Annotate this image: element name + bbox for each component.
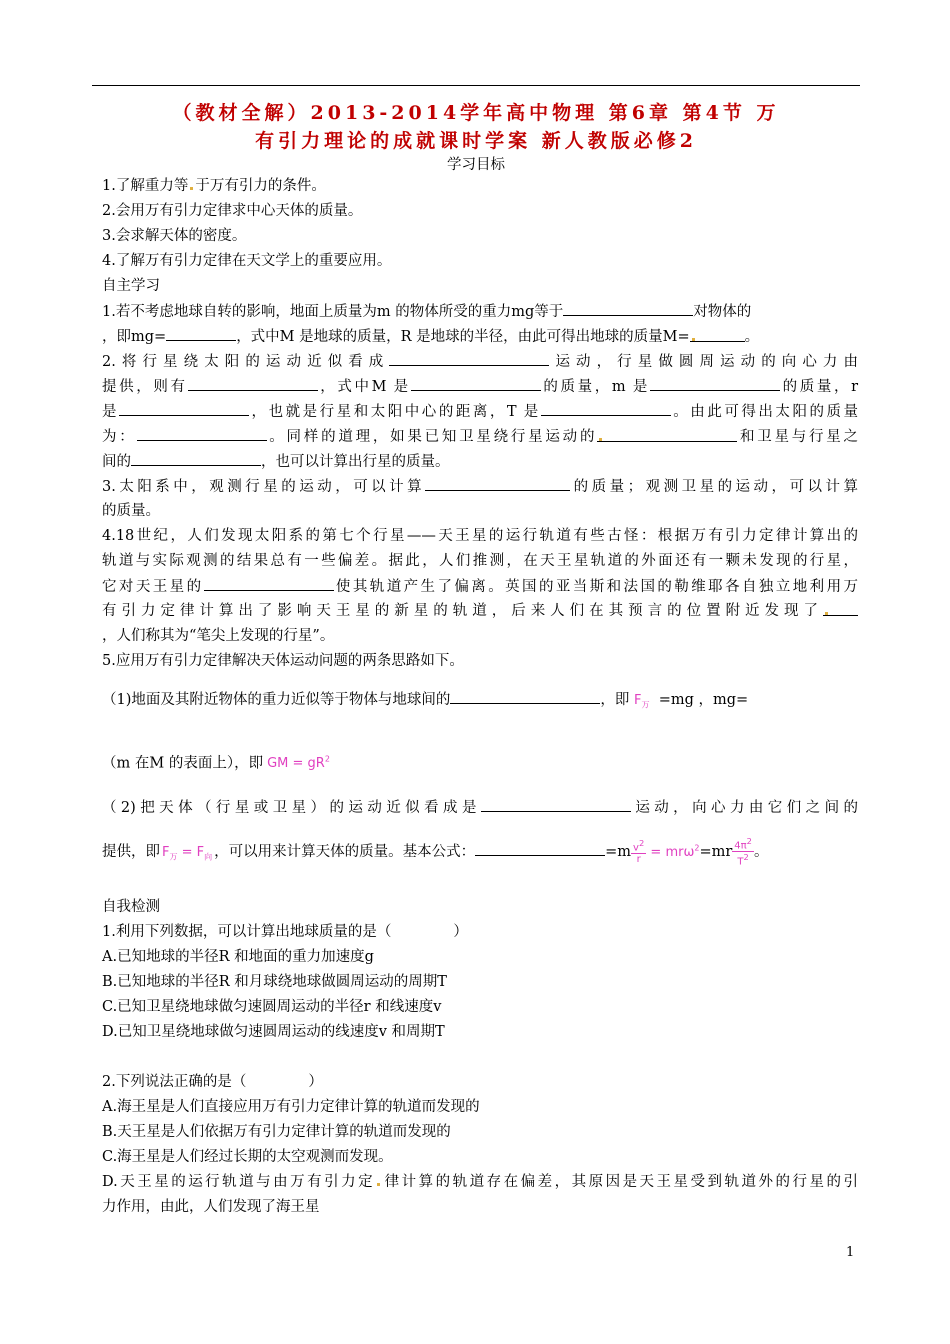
q5-p2-line1: （2)把天体（行星或卫星）的运动近似看成是 运动，向心力由它们之间的 — [102, 797, 858, 818]
objective-1: 1.了解重力等 于万有引力的条件。 — [102, 178, 326, 194]
q2-line1: 2.将行星绕太阳的运动近似看成 运动，行星做圆周运动的向心力由 — [102, 351, 858, 372]
blank[interactable] — [690, 327, 745, 342]
page-number: 1 — [846, 1245, 855, 1260]
check2-option-b: B.天王星是人们依据万有引力定律计算的轨道而发现的 — [102, 1124, 451, 1140]
objective-4: 4.了解万有引力定律在天文学上的重要应用。 — [102, 253, 392, 269]
mark-icon — [825, 612, 828, 615]
blank[interactable] — [411, 376, 541, 391]
blank[interactable] — [650, 376, 780, 391]
mark-icon — [190, 187, 193, 190]
blank[interactable] — [389, 351, 549, 366]
q3-line2: 的质量。 — [102, 503, 160, 519]
formula-4pi2-over-t2: $\frac{4\pi^2}{T^2}$ — [734, 836, 752, 868]
q4-line5: ，人们称其为“笔尖上发现的行星”。 — [102, 628, 335, 644]
q4-line4: 有引力定律计算出了影响天王星的新星的轨道，后来人们在其预言的位置附近发现了 — [102, 601, 858, 621]
q4-line1: 4.18世纪，人们发现太阳系的第七个行星——天王星的运行轨道有些古怪：根据万有引力定律计算出的 — [102, 528, 858, 544]
q5-p2-line2: 提供，即 $F_万 = F_向$ ，可以用来计算天体的质量。基本公式： =m $\frac{v^2}{r}$ = mrω$^2$=mr $\frac{4\pi^2}{T^2}$ 。 — [102, 836, 769, 868]
blank[interactable] — [131, 451, 261, 466]
check1-stem: 1.利用下列数据，可以计算出地球质量的是（ ） — [102, 924, 468, 940]
blank[interactable] — [823, 601, 858, 616]
q1-line2: ，即mg= ，式中M 是地球的质量，R 是地球的半径，由此可得出地球的质量M= 。 — [102, 326, 858, 347]
blank[interactable] — [541, 401, 671, 416]
formula-f-wan: $F_万$ — [634, 693, 650, 710]
formula-mr-omega2: = mrω$^2$ — [646, 843, 700, 860]
mark-icon — [377, 1183, 380, 1186]
blank[interactable] — [119, 401, 249, 416]
blank[interactable] — [166, 326, 236, 341]
header-rule — [92, 85, 860, 86]
q4-line3: 它对天王星的 使其轨道产生了偏离。英国的亚当斯和法国的勒维耶各自独立地利用万 — [102, 576, 858, 597]
check2-stem: 2.下列说法正确的是（ ） — [102, 1074, 323, 1090]
q5-intro: 5.应用万有引力定律解决天体运动问题的两条思路如下。 — [102, 653, 464, 669]
blank[interactable] — [597, 427, 737, 442]
formula-v2-over-r: $\frac{v^2}{r}$ — [633, 838, 645, 866]
check1-option-d: D.已知卫星绕地球做匀速圆周运动的线速度v 和周期T — [102, 1024, 445, 1040]
mark-icon — [599, 438, 602, 441]
section-heading-objectives: 学习目标 — [447, 157, 505, 173]
blank[interactable] — [450, 689, 600, 704]
formula-gm-gr2: GM = $gR^2$ — [267, 755, 330, 772]
check1-option-b: B.已知地球的半径R 和月球绕地球做圆周运动的周期T — [102, 974, 447, 990]
q2-line2: 提供，则有 ，式中M 是 的质量，m 是 的质量，r — [102, 376, 858, 397]
q2-line5: 间的 ，也可以计算出行星的质量。 — [102, 451, 858, 472]
check2-option-c: C.海王星是人们经过长期的太空观测而发现。 — [102, 1149, 393, 1165]
mark-icon — [692, 338, 695, 341]
blank[interactable] — [137, 426, 267, 441]
q5-p1-line1: （1)地面及其附近物体的重力近似等于物体与地球间的 ，即 $F_万 =mg$ ，mg= — [102, 689, 858, 716]
section-heading-self-check: 自我检测 — [102, 899, 160, 915]
q5-p1-line2: （m 在M 的表面上），即 GM = $gR^2$ — [102, 755, 330, 772]
q2-line4: 为： 。同样的道理，如果已知卫星绕行星运动的 和卫星与行星之 — [102, 426, 858, 447]
document-title-line2: 有引力理论的成就课时学案 新人教版必修2 — [255, 130, 697, 152]
q3-line1: 3.太阳系中，观测行星的运动，可以计算 的质量；观测卫星的运动，可以计算 — [102, 476, 858, 497]
q1-line1: 1.若不考虑地球自转的影响，地面上质量为m 的物体所受的重力mg等于 对物体的 — [102, 301, 858, 322]
blank[interactable] — [563, 301, 693, 316]
check2-option-d-line1: D.天王星的运行轨道与由万有引力定 律计算的轨道存在偏差，其原因是天王星受到轨道外的行星的引 — [102, 1174, 858, 1190]
section-heading-self-study: 自主学习 — [102, 278, 160, 294]
objective-2: 2.会用万有引力定律求中心天体的质量。 — [102, 203, 363, 219]
q2-line3: 是 ，也就是行星和太阳中心的距离，T 是 。由此可得出太阳的质量 — [102, 401, 858, 422]
formula-f-wan-eq-f-xiang: $F_万 = F_向$ — [162, 844, 213, 862]
check2-option-d-line2: 力作用，由此，人们发现了海王星 — [102, 1199, 320, 1215]
check1-option-c: C.已知卫星绕地球做匀速圆周运动的半径r 和线速度v — [102, 999, 442, 1015]
blank[interactable] — [481, 797, 631, 812]
check1-option-a: A.已知地球的半径R 和地面的重力加速度g — [102, 949, 374, 965]
objective-3: 3.会求解天体的密度。 — [102, 228, 247, 244]
blank[interactable] — [204, 576, 334, 591]
document-title-line1: （教材全解）2013-2014学年高中物理 第6章 第4节 万 — [172, 102, 780, 124]
blank[interactable] — [475, 841, 605, 856]
blank[interactable] — [425, 476, 570, 491]
q4-line2: 轨道与实际观测的结果总有一些偏差。据此，人们推测，在天王星轨道的外面还有一颗未发现的行星， — [102, 553, 858, 569]
blank[interactable] — [188, 376, 318, 391]
check2-option-a: A.海王星是人们直接应用万有引力定律计算的轨道而发现的 — [102, 1099, 480, 1115]
